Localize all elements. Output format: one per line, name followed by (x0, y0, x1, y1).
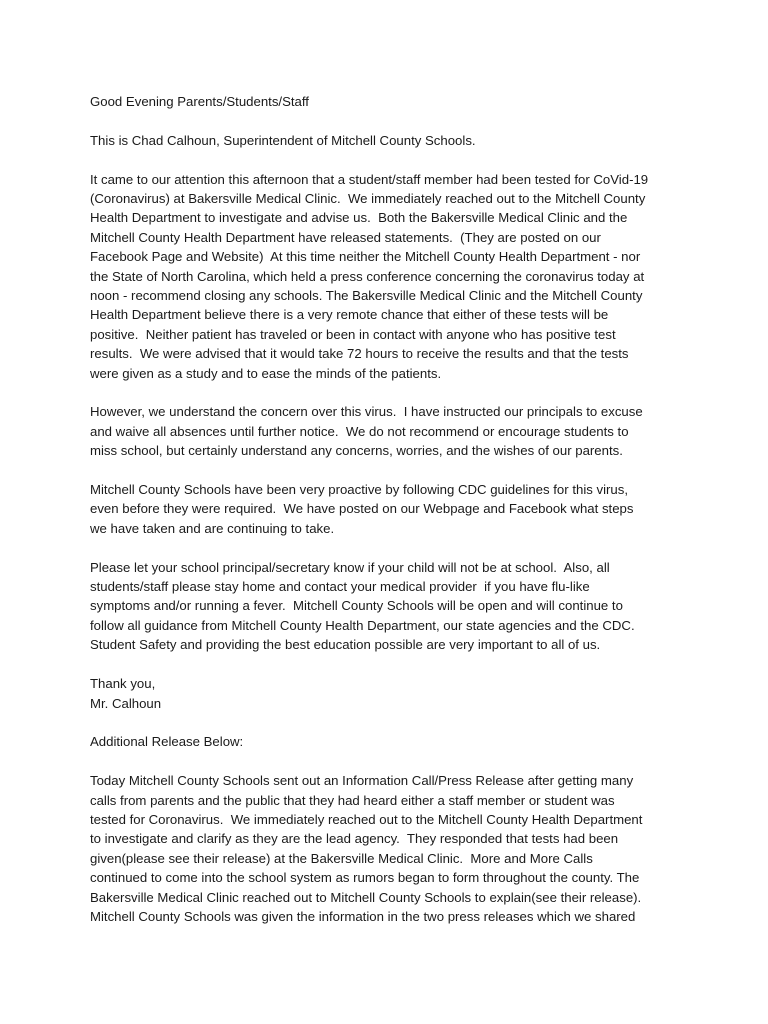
paragraph-5 (90, 771, 670, 926)
text-line: It came to our attention this afternoon that a student/staff member had been tested for CoVid-19 (90, 171, 649, 187)
text-line: Mitchell County Schools have been very proactive by following CDC guidelines for this virus, (90, 482, 629, 498)
text-line: follow all guidance from Mitchell County Health Department, our state agencies and the CDC. (90, 617, 635, 633)
greeting-line: Good Evening Parents/Students/Staff (90, 94, 309, 109)
text-line: Mitchell County Health Department have released statements. (They are posted on our (90, 229, 601, 245)
text-line: Bakersville Medical Clinic reached out to Mitchell County Schools to explain(see their release). (90, 889, 642, 905)
intro-line: This is Chad Calhoun, Superintendent of Mitchell County Schools. (90, 132, 476, 148)
closing-line: Thank you, (90, 676, 156, 692)
text-line: Student Safety and providing the best education possible are very important to all of us. (90, 637, 601, 653)
signature-name: Mr. Calhoun (90, 695, 162, 711)
text-line: continued to come into the school system as rumors began to form throughout the county. The (90, 870, 640, 886)
text-line: given(please see their release) at the Bakersville Medical Clinic. More and More Calls (90, 850, 593, 866)
text-line: However, we understand the concern over this virus. I have instructed our principals to excuse (90, 404, 643, 420)
text-line: tested for Coronavirus. We immediately reached out to the Mitchell County Health Department (90, 811, 643, 827)
text-line: (Coronavirus) at Bakersville Medical Clinic. We immediately reached out to the Mitchell County (90, 191, 646, 206)
text-line: were given as a study and to ease the minds of the patients. (90, 365, 442, 381)
text-line: and waive all absences until further notice. We do not recommend or encourage students to (90, 423, 629, 439)
text-line: results. We were advised that it would take 72 hours to receive the results and that the tests (90, 346, 629, 362)
text-line: Health Department to investigate and advise us. Both the Bakersville Medical Clinic and the (90, 210, 628, 226)
text-line: miss school, but certainly understand any concerns, worries, and the wishes of our parents. (90, 443, 623, 459)
greeting (90, 92, 670, 111)
text-line: Facebook Page and Website) At this time neither the Mitchell County Health Department - nor (90, 249, 641, 265)
text-line: students/staff please stay home and contact your medical provider if you have flu-like (90, 579, 590, 595)
text-line: positive. Neither patient has traveled or been in contact with anyone who has positive test (90, 326, 616, 342)
text-line: noon - recommend closing any schools. The Bakersville Medical Clinic and the Mitchell County (90, 288, 643, 304)
text-line: Today Mitchell County Schools sent out an Information Call/Press Release after getting many (90, 773, 634, 789)
text-line: Mitchell County Schools was given the information in the two press releases which we shared (90, 908, 636, 924)
paragraph-4 (90, 558, 670, 655)
text-line: to investigate and clarify as they are the lead agency. They responded that tests had been (90, 831, 619, 847)
closing (90, 674, 670, 713)
document-page (90, 92, 670, 946)
paragraph-2 (90, 402, 670, 460)
text-line: calls from parents and the public that they had heard either a staff member or student was (90, 792, 615, 808)
text-line: Health Department believe there is a very remote chance that either of these tests will be (90, 307, 609, 323)
text-line: the State of North Carolina, which held a press conference concerning the coronavirus today at (90, 268, 645, 284)
heading-line: Additional Release Below: (90, 734, 244, 750)
text-line: symptoms and/or running a fever. Mitchell County Schools will be open and will continue to (90, 598, 623, 614)
text-line: we have taken and are continuing to take. (90, 520, 335, 536)
text-line: even before they were required. We have posted on our Webpage and Facebook what steps (90, 501, 634, 517)
intro-paragraph (90, 131, 670, 150)
paragraph-3 (90, 480, 670, 538)
text-line: Please let your school principal/secretary know if your child will not be at school. Also, all (90, 559, 610, 575)
additional-release-heading (90, 732, 670, 751)
paragraph-1 (90, 170, 670, 383)
